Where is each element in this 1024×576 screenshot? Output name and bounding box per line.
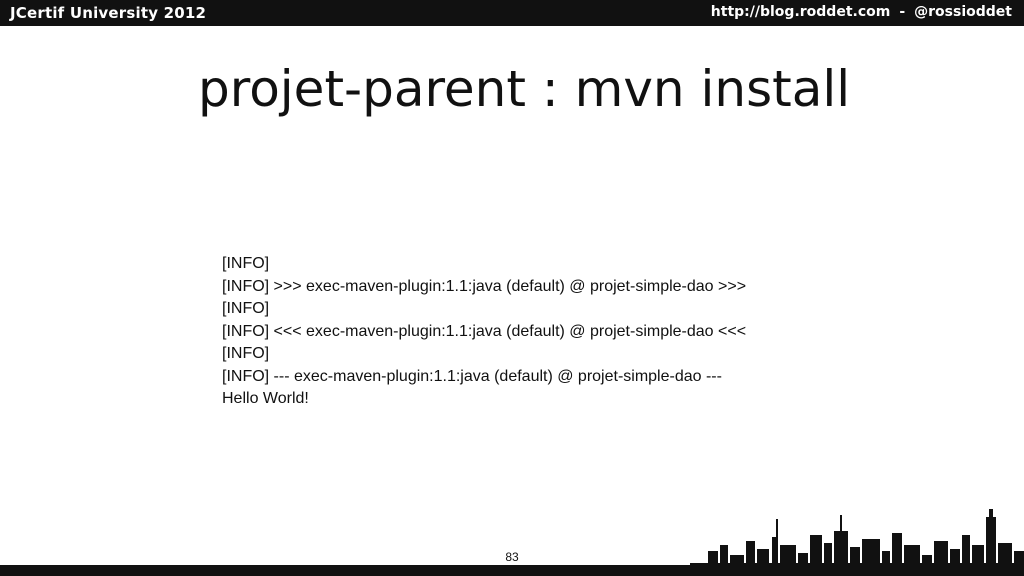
header-links: [711, 4, 1012, 20]
log-line: [INFO] >>> exec-maven-plugin:1.1:java (default) @ projet-simple-dao >>>: [222, 277, 747, 295]
log-line: [INFO]: [222, 255, 270, 272]
blog-link[interactable]: http://blog.roddet.com: [710, 4, 891, 20]
log-line: [INFO] --- exec-maven-plugin:1.1:java (default) @ projet-simple-dao ---: [222, 367, 722, 385]
twitter-handle[interactable]: @rossioddet: [914, 4, 1012, 20]
page-number: 83: [505, 550, 519, 564]
log-line: [INFO]: [222, 300, 270, 317]
header-bar: [0, 0, 1024, 26]
brand-title: JCertif University 2012: [10, 4, 207, 22]
log-line: [INFO]: [222, 345, 270, 362]
console-output: [222, 253, 746, 411]
slide-title: projet-parent : mvn install: [198, 60, 851, 118]
log-line: [INFO] <<< exec-maven-plugin:1.1:java (default) @ projet-simple-dao <<<: [222, 322, 747, 340]
header-separator: -: [899, 4, 906, 20]
city-skyline-icon: [690, 505, 1024, 576]
log-line: Hello World!: [222, 390, 309, 407]
